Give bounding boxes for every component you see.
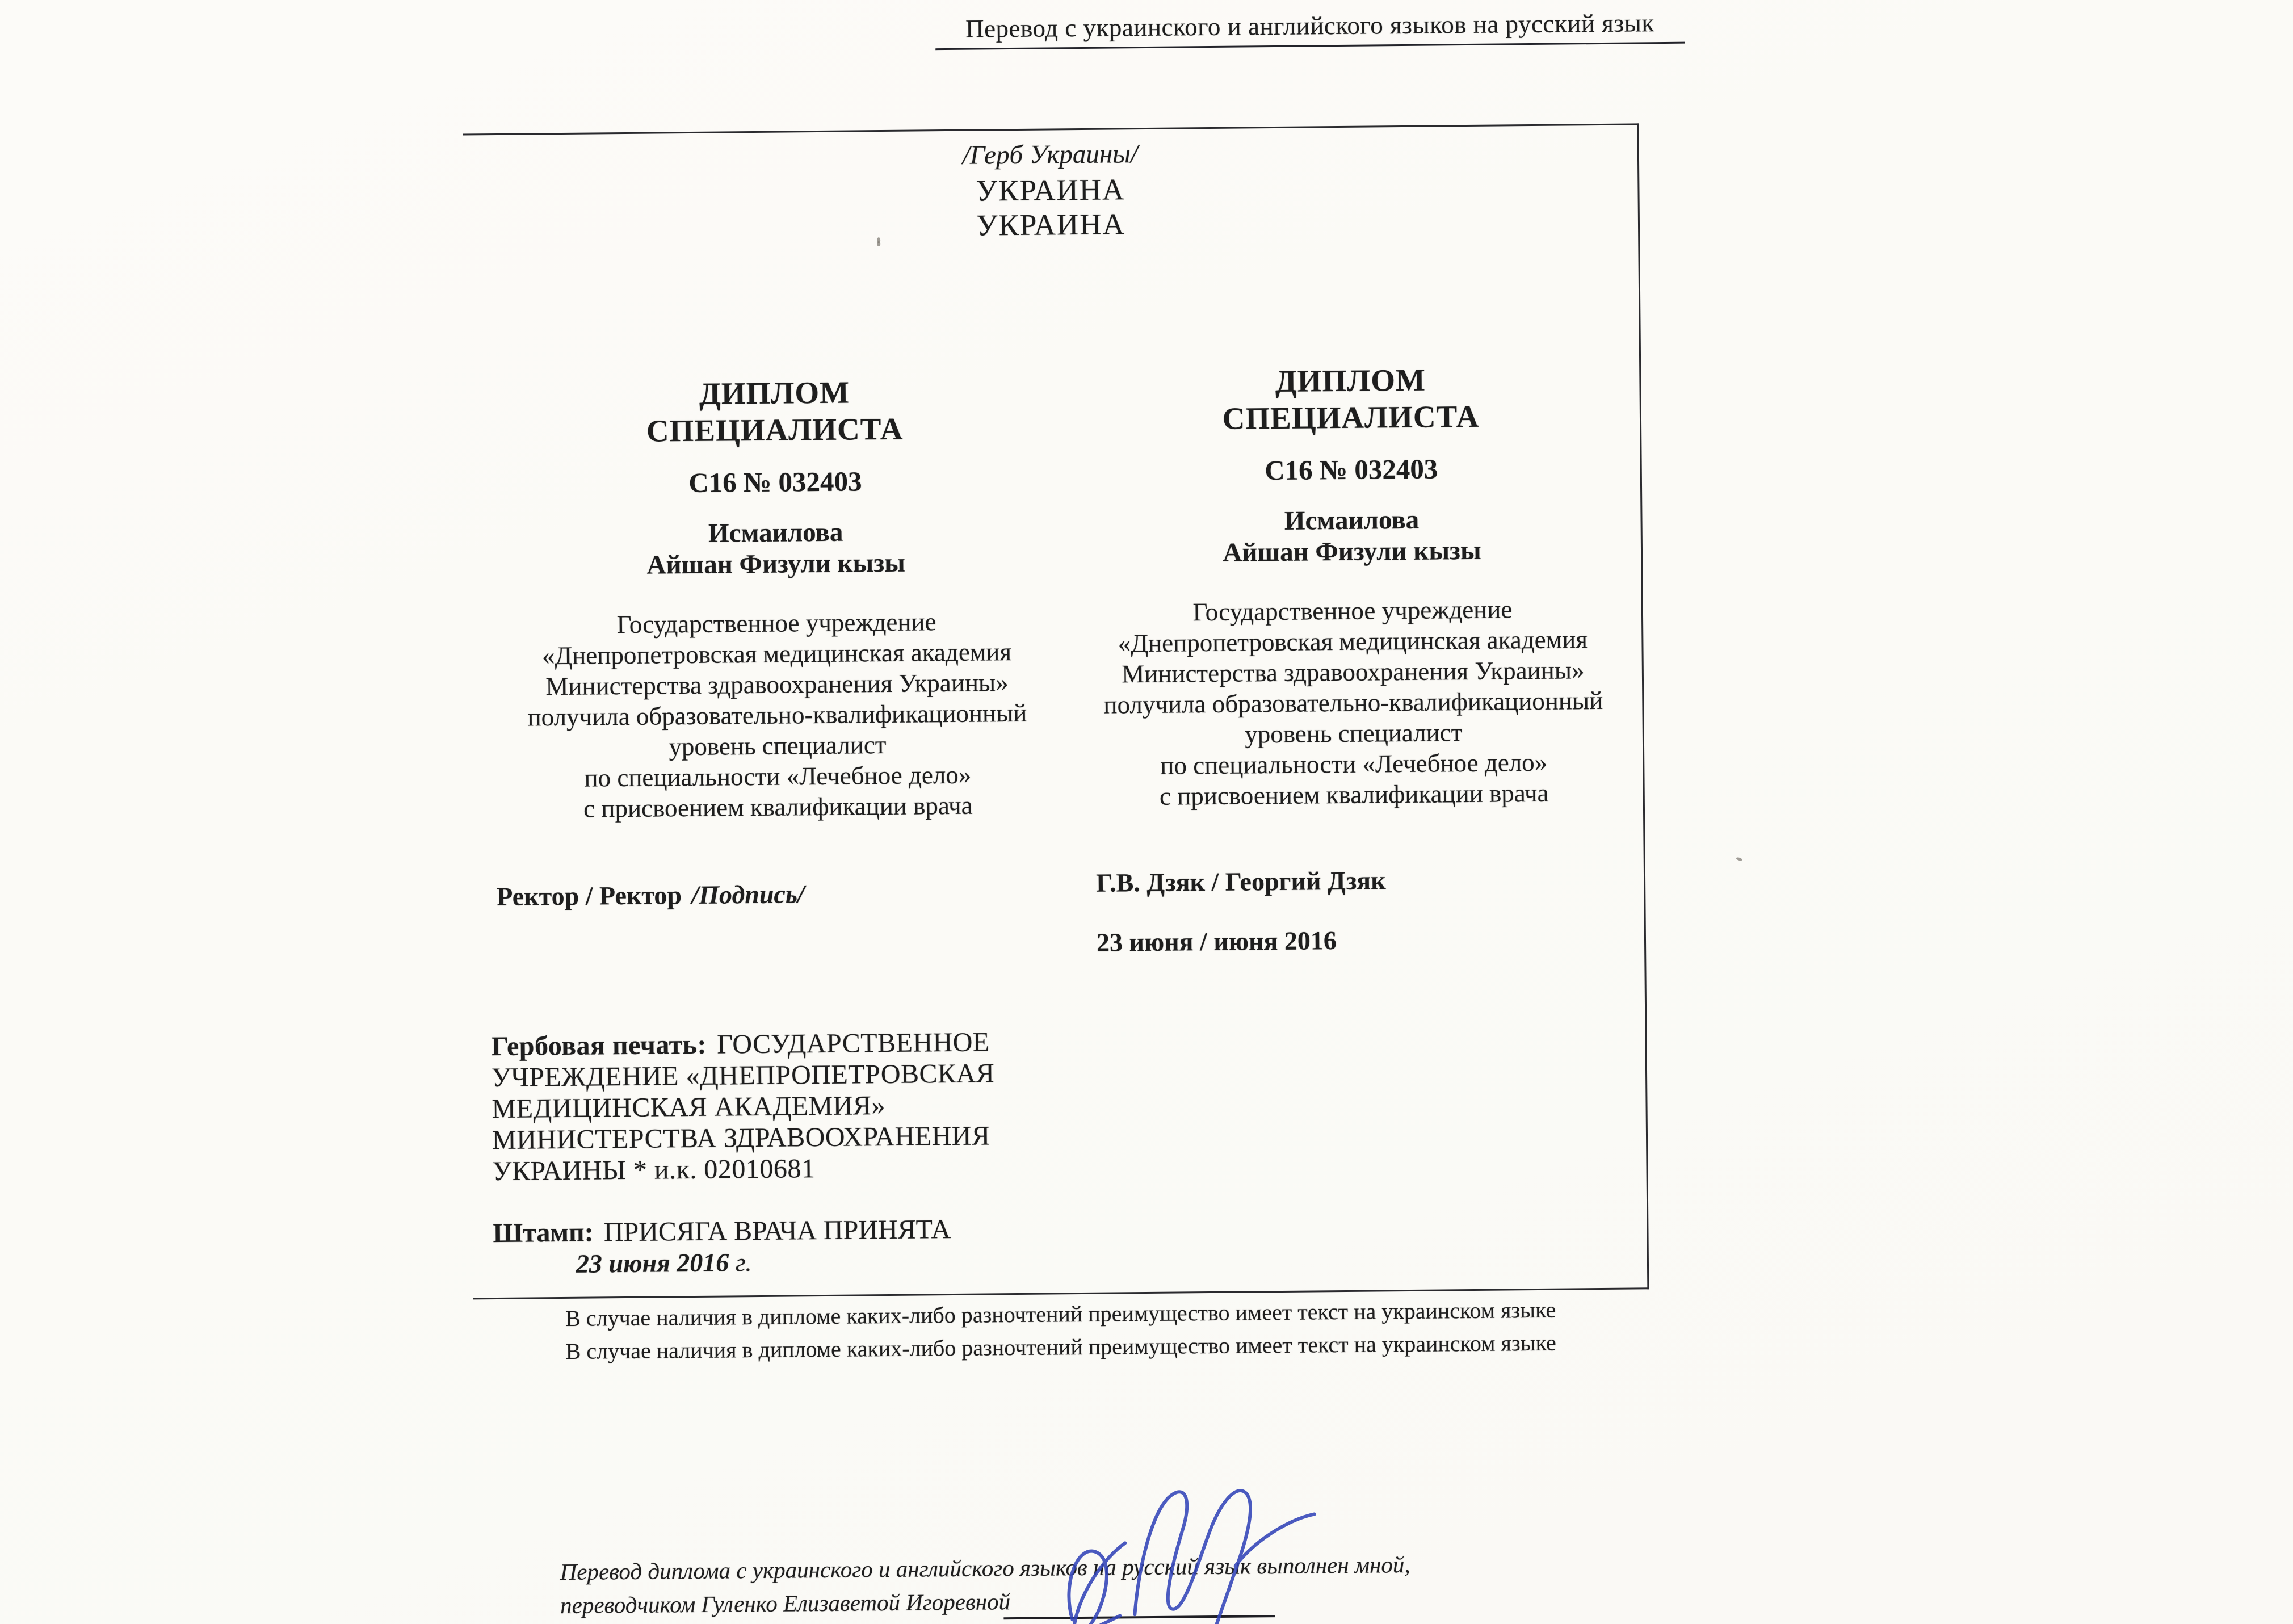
diploma-body-line: получила образовательно-квалификационный bbox=[1103, 686, 1603, 719]
rector-sign-placeholder: /Подпись/ bbox=[691, 879, 805, 909]
diploma-title-line1-right: ДИПЛОМ bbox=[1275, 362, 1426, 398]
translation-direction-header: Перевод с украинского и английского языков на русский язык bbox=[935, 8, 1685, 51]
seal-text-line5: УКРАИНЫ * и.к. 02010681 bbox=[492, 1153, 816, 1187]
rector-name-line: Г.В. Дзяк / Георгий Дзяк bbox=[1095, 866, 1386, 897]
handwritten-signature bbox=[1047, 1474, 1367, 1624]
diploma-border-box bbox=[463, 123, 1649, 1299]
diploma-title-line2-left: СПЕЦИАЛИСТА bbox=[646, 411, 904, 448]
diploma-body-line: получила образовательно-квалификационный bbox=[527, 698, 1027, 732]
stamp-text: ПРИСЯГА ВРАЧА ПРИНЯТА bbox=[603, 1214, 951, 1248]
issue-date-line: 23 июня / июня 2016 bbox=[1096, 926, 1337, 957]
diploma-body-line: по специальности «Лечебное дело» bbox=[1160, 748, 1548, 780]
disclaimer-line1: В случае наличия в дипломе каких-либо разночтений преимущество имеет текст на украинском языке bbox=[565, 1296, 1556, 1331]
rector-label: Ректор / Ректор bbox=[497, 880, 682, 911]
stamp-date-suffix: г. bbox=[729, 1248, 752, 1277]
diploma-title-line2-right: СПЕЦИАЛИСТА bbox=[1222, 398, 1480, 436]
holder-name-line2-right: Айшан Физули кызы bbox=[1223, 535, 1481, 568]
holder-name-line1-left: Исмаилова bbox=[708, 517, 843, 548]
diploma-body-line: «Днепропетровская медицинская академия bbox=[541, 637, 1012, 670]
diploma-body-line: «Днепропетровская медицинская академия bbox=[1118, 625, 1588, 658]
diploma-body-line: Министерства здравоохранения Украины» bbox=[1121, 656, 1585, 689]
seal-text-line4: МИНИСТЕРСТВА ЗДРАВООХРАНЕНИЯ bbox=[492, 1121, 990, 1156]
rector-signature-line bbox=[497, 879, 805, 912]
diploma-serial-right: С16 № 032403 bbox=[1264, 453, 1438, 486]
diploma-body-line: Государственное учреждение bbox=[1192, 595, 1513, 627]
diploma-title-line1-left: ДИПЛОМ bbox=[699, 375, 850, 411]
diploma-body-line: уровень специалист bbox=[669, 730, 887, 761]
translator-note-line1: Перевод диплома с украинского и английского языков на русский язык выполнен мной, bbox=[560, 1551, 1410, 1585]
diploma-body-line: уровень специалист bbox=[1245, 718, 1463, 749]
diploma-body-line: Министерства здравоохранения Украины» bbox=[545, 668, 1009, 701]
emblem-caption: /Герб Украины/ bbox=[962, 139, 1139, 170]
seal-label: Гербовая печать: bbox=[491, 1029, 707, 1062]
stamp-date-line bbox=[576, 1247, 752, 1279]
disclaimer-line2: В случае наличия в дипломе каких-либо разночтений преимущество имеет текст на украинском языке bbox=[565, 1329, 1556, 1364]
scan-speck bbox=[877, 237, 880, 243]
country-name-line1: УКРАИНА bbox=[976, 173, 1125, 208]
holder-name-line1-right: Исмаилова bbox=[1284, 505, 1420, 536]
diploma-body-line: по специальности «Лечебное дело» bbox=[584, 760, 972, 792]
seal-text-line2: УЧРЕЖДЕНИЕ «ДНЕПРОПЕТРОВСКАЯ bbox=[491, 1058, 995, 1093]
scan-speck bbox=[1736, 857, 1742, 861]
country-name-line2: УКРАИНА bbox=[976, 208, 1126, 242]
diploma-body-line: Государственное учреждение bbox=[616, 607, 936, 639]
seal-line1-text: ГОСУДАРСТВЕННОЕ bbox=[717, 1027, 990, 1060]
diploma-body-line: с присвоением квалификации врача bbox=[583, 791, 973, 823]
seal-text-line3: МЕДИЦИНСКАЯ АКАДЕМИЯ» bbox=[492, 1090, 886, 1124]
diploma-body-line: с присвоением квалификации врача bbox=[1159, 778, 1549, 811]
stamp-date: 23 июня 2016 bbox=[576, 1248, 729, 1278]
stamp-label: Штамп: bbox=[493, 1217, 594, 1249]
seal-text-line1 bbox=[491, 1026, 990, 1062]
holder-name-line2-left: Айшан Физули кызы bbox=[646, 548, 906, 580]
diploma-serial-left: С16 № 032403 bbox=[688, 465, 862, 499]
translator-note-line2: переводчиком Гуленко Елизаветой Игоревной bbox=[560, 1588, 1011, 1619]
stamp-text-line bbox=[493, 1214, 951, 1249]
